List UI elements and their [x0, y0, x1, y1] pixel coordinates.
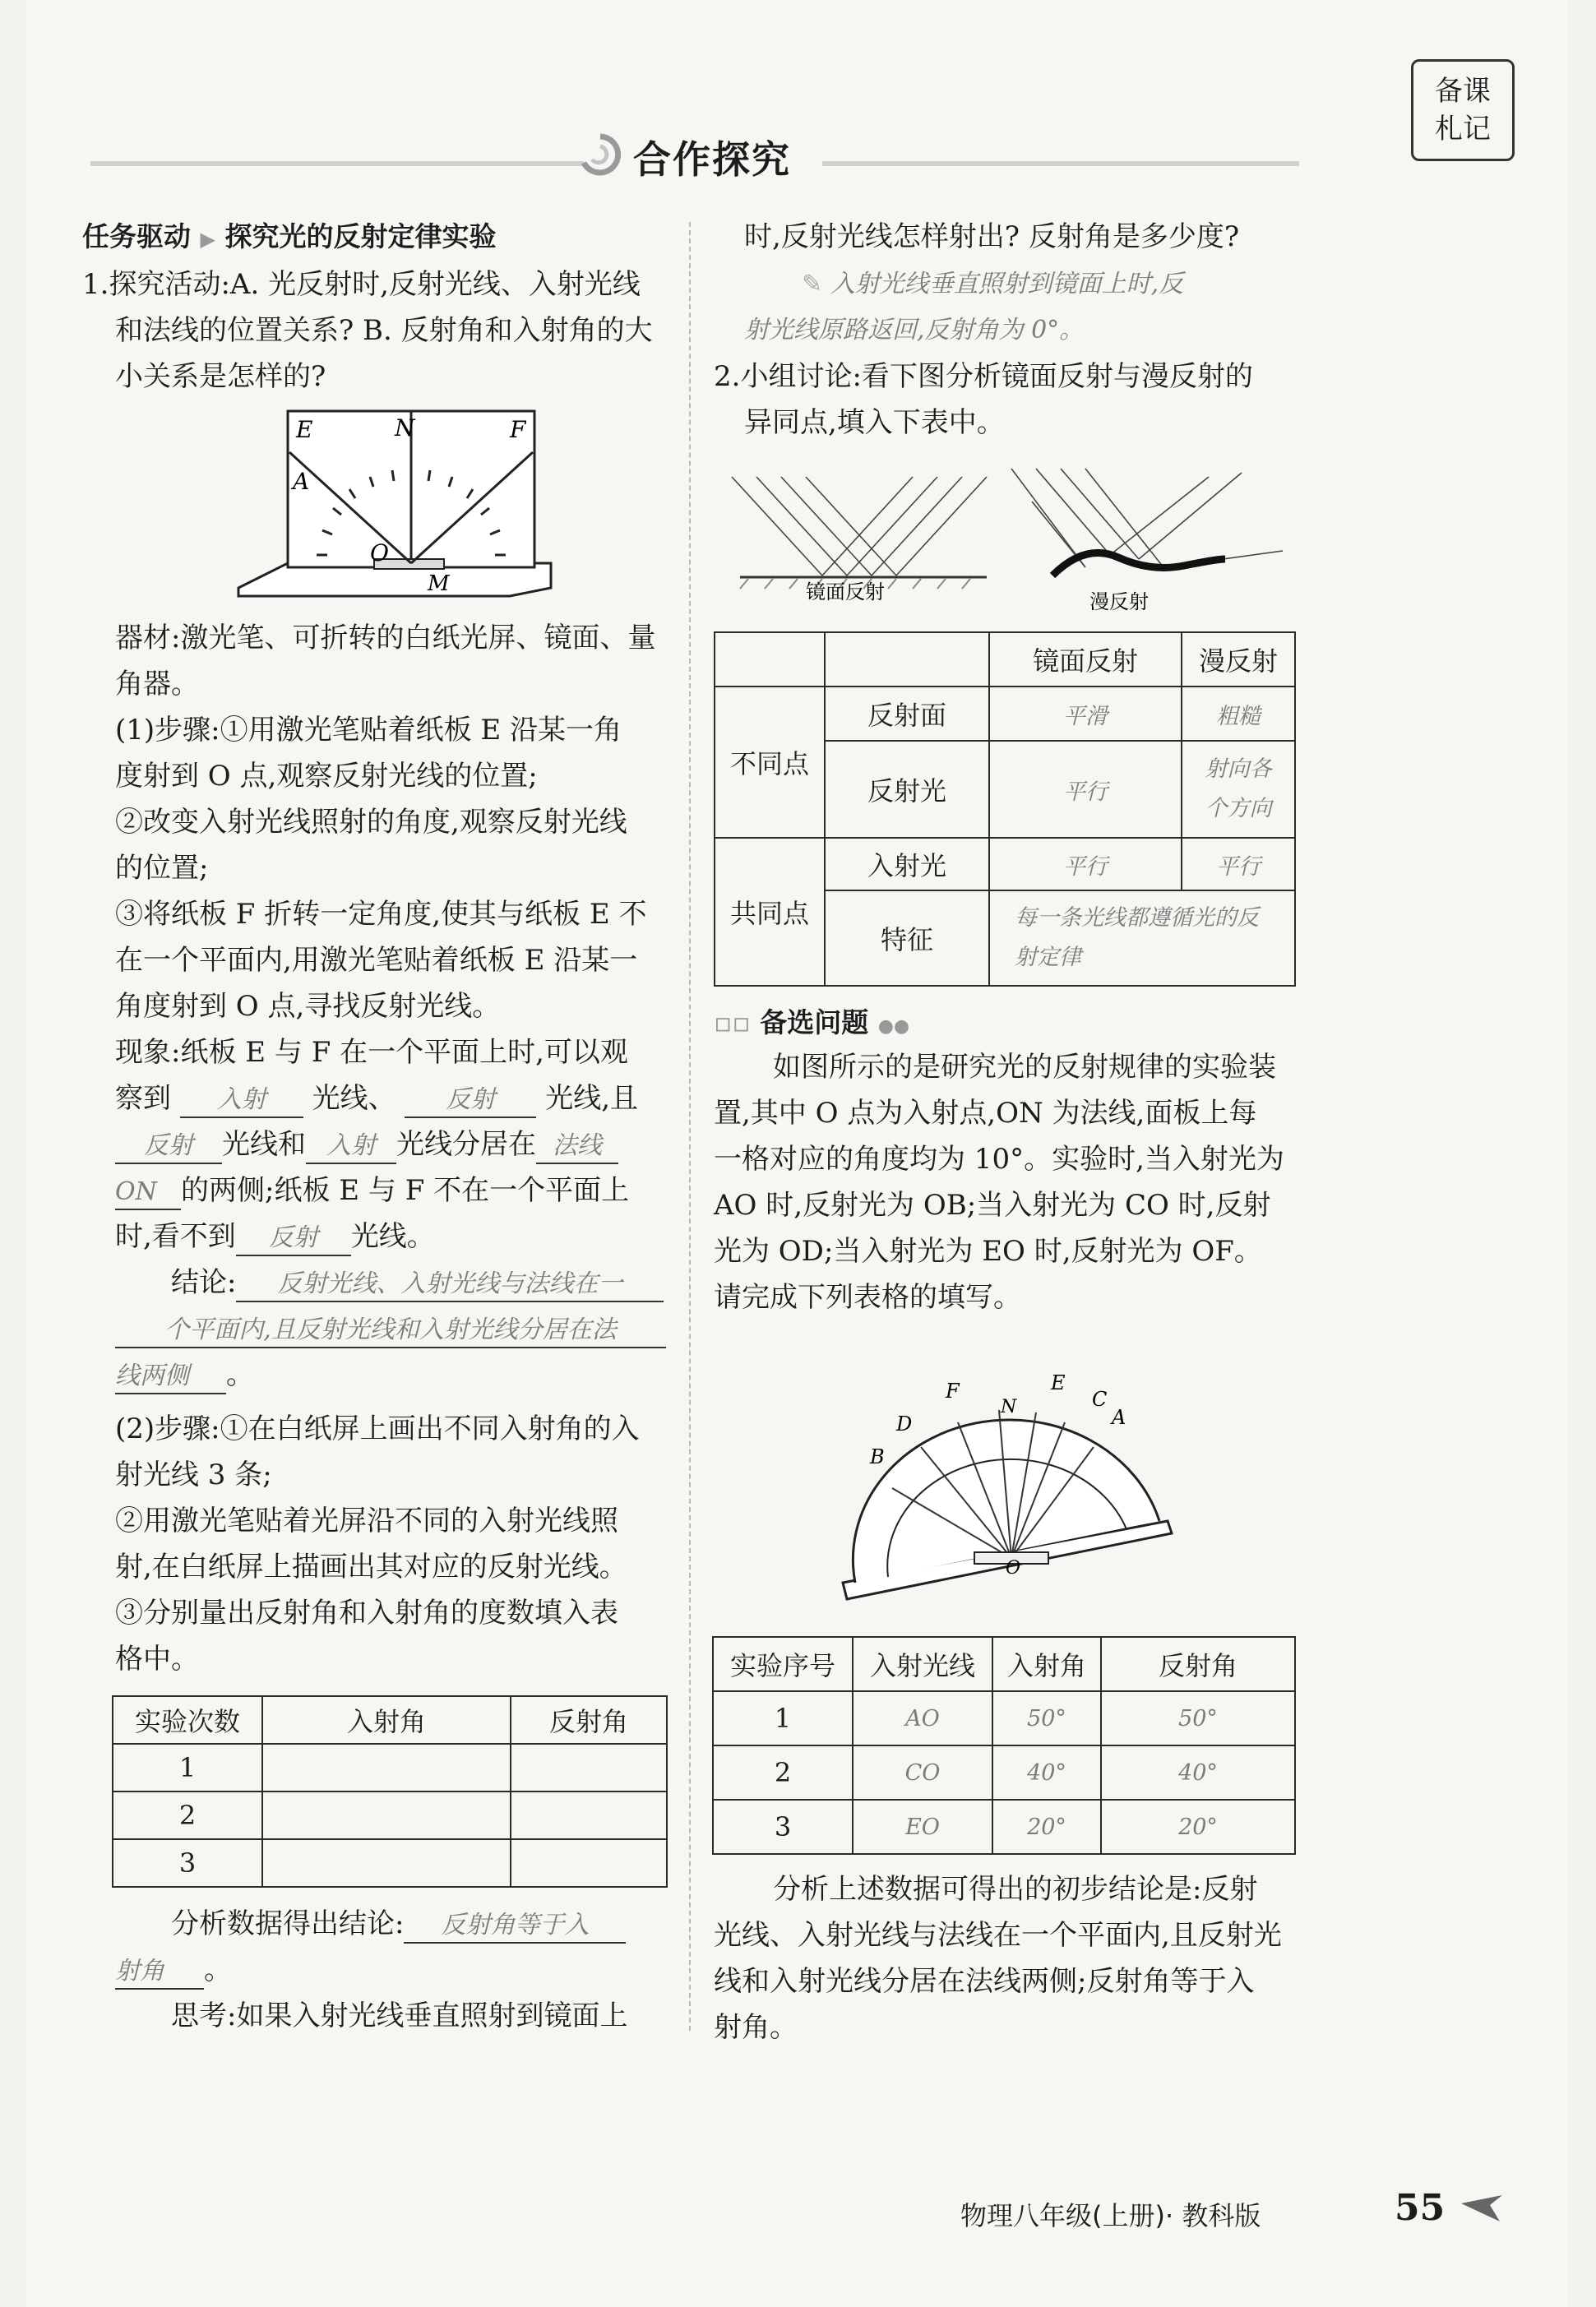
- extra-line: 光为 OD;当入射光为 EO 时,反射光为 OF。: [714, 1235, 1262, 1268]
- q2-line: 2.小组讨论:看下图分析镜面反射与漫反射的: [714, 360, 1253, 393]
- table-cell: 20°: [1101, 1800, 1295, 1854]
- table-cell: 40°: [992, 1745, 1101, 1800]
- triangle-icon: ▶: [200, 228, 215, 251]
- pencil-icon: ✎: [802, 270, 823, 298]
- column-divider: [689, 222, 691, 2031]
- conclusion-line: 线两侧 。: [115, 1352, 254, 1398]
- fig1-label-a: A: [293, 468, 310, 495]
- table-header: 反射角: [1101, 1637, 1295, 1691]
- step1-line: ②改变入射光线照射的角度,观察反射光线: [115, 806, 627, 839]
- table-cell[interactable]: [511, 1792, 667, 1839]
- blank-answer: ON: [115, 1176, 181, 1210]
- table-cell: EO: [853, 1800, 992, 1854]
- table-cell: [825, 632, 989, 687]
- step2-line: 射,在白纸屏上描画出其对应的反射光线。: [115, 1551, 627, 1583]
- table-row: [713, 1800, 1295, 1854]
- table-cell[interactable]: [511, 1839, 667, 1887]
- extra-line: 一格对应的角度均为 10°。实验时,当入射光为: [714, 1143, 1284, 1176]
- reflection-comparison-figure: [715, 452, 1291, 625]
- experiment-table: [712, 1636, 1296, 1855]
- fig3-label-d: D: [896, 1412, 913, 1436]
- q1-line: 1.探究活动:A. 光反射时,反射光线、入射光线: [82, 268, 641, 301]
- table-cell: 每一条光线都遵循光的反 射定律: [989, 890, 1295, 986]
- phenomenon-line: ON 的两侧;纸板 E 与 F 不在一个平面上: [115, 1167, 629, 1214]
- q1-line: 小关系是怎样的?: [115, 360, 326, 393]
- notes-box: [1411, 59, 1515, 161]
- table-cell: AO: [853, 1691, 992, 1745]
- blank-answer: 射角: [115, 1955, 204, 1990]
- table-cell: 平滑: [989, 687, 1182, 741]
- step2-line: 射光线 3 条;: [115, 1459, 272, 1491]
- task-label: 任务驱动 ▶ 探究光的反射定律实验: [82, 220, 497, 252]
- table-row-label: 反射面: [825, 687, 989, 741]
- table-row: [713, 1745, 1295, 1800]
- section-title: 合作探究: [633, 137, 791, 182]
- fig1-label-m: M: [428, 571, 450, 596]
- step2-line: ③分别量出反射角和入射角的度数填入表: [115, 1597, 618, 1630]
- table-cell: 射向各 个方向: [1182, 741, 1295, 838]
- step1-line: 角度射到 O 点,寻找反射光线。: [115, 990, 501, 1023]
- conclusion-line: 结论: 反射光线、入射光线与法线在一: [171, 1260, 664, 1306]
- blank-answer: 反射: [115, 1130, 222, 1164]
- fig1-label-n: N: [395, 414, 415, 442]
- table-cell[interactable]: [262, 1839, 511, 1887]
- blank-answer: 反射: [236, 1222, 351, 1256]
- table-cell: 平行: [989, 741, 1182, 838]
- extra-line: 请完成下列表格的填写。: [714, 1281, 1021, 1314]
- table-cell: 1: [113, 1744, 262, 1792]
- table-row: [713, 1691, 1295, 1745]
- table-row-label: 反射光: [825, 741, 989, 838]
- table-row: [715, 838, 1295, 890]
- summary-line: 光线、入射光线与法线在一个平面内,且反射光: [714, 1919, 1282, 1952]
- blank-answer: 入射: [180, 1084, 303, 1118]
- blank-answer: 个平面内,且反射光线和入射光线分居在法: [115, 1314, 666, 1348]
- step2-line: ②用激光笔贴着光屏沿不同的入射光线照: [115, 1505, 618, 1537]
- table-header: 入射角: [992, 1637, 1101, 1691]
- extra-line: AO 时,反射光为 OB;当入射光为 CO 时,反射: [714, 1189, 1271, 1222]
- header-rule-right: [822, 161, 1299, 166]
- analysis-line: 射角 。: [115, 1947, 232, 1993]
- book-title: 物理八年级(上册)· 教科版: [960, 2200, 1261, 2231]
- fig3-label-n: N: [1001, 1397, 1017, 1417]
- fig3-label-b: B: [870, 1445, 885, 1468]
- header-rule-left: [90, 161, 584, 166]
- table-group-label: 不同点: [715, 687, 825, 838]
- table-row-label: 入射光: [825, 838, 989, 890]
- fig3-label-c: C: [1092, 1388, 1108, 1411]
- table-cell: [715, 632, 825, 687]
- step1-line: 在一个平面内,用激光笔贴着纸板 E 沿某一: [115, 944, 638, 977]
- fig3-label-a: A: [1112, 1406, 1126, 1429]
- step1-line: 的位置;: [115, 852, 209, 885]
- table-cell: 50°: [992, 1691, 1101, 1745]
- extra-line: 如图所示的是研究光的反射规律的实验装: [773, 1051, 1276, 1084]
- step1-line: (1)步骤:①用激光笔贴着纸板 E 沿某一角: [115, 714, 622, 747]
- step2-line: 格中。: [115, 1643, 199, 1676]
- trial-table: [112, 1695, 668, 1888]
- fig1-label-e: E: [296, 416, 313, 443]
- conclusion-line: [115, 1306, 666, 1352]
- step1-line: ③将纸板 F 折转一定角度,使其与纸板 E 不: [115, 898, 647, 931]
- table-row: [715, 687, 1295, 741]
- table-cell[interactable]: [262, 1744, 511, 1792]
- specular-rays: [732, 477, 987, 576]
- diffuse-rays: [1011, 469, 1283, 567]
- table-header: 实验次数: [113, 1696, 262, 1744]
- fig1-label-o: O: [370, 539, 389, 566]
- fig3-label-e: E: [1051, 1371, 1066, 1394]
- equipment-line: 角器。: [115, 668, 199, 700]
- dots-icon: ▫▫: [714, 1006, 751, 1038]
- q1-line: 和法线的位置关系? B. 反射角和入射角的大: [115, 314, 653, 347]
- think-answer-line: 射光线原路返回,反射角为 0°。: [744, 316, 1085, 344]
- table-cell: 3: [113, 1839, 262, 1887]
- blank-answer: 反射光线、入射光线与法线在一: [236, 1268, 664, 1302]
- table-header: 反射角: [511, 1696, 667, 1744]
- equipment-line: 器材:激光笔、可折转的白纸光屏、镜面、量: [115, 622, 656, 654]
- table-cell: 1: [713, 1691, 853, 1745]
- table-row-label: 特征: [825, 890, 989, 986]
- table-row: [113, 1744, 667, 1792]
- table-cell[interactable]: [511, 1744, 667, 1792]
- table-cell: 20°: [992, 1800, 1101, 1854]
- notes-label-bottom: 札记: [1435, 113, 1491, 146]
- blank-answer: 入射: [306, 1130, 396, 1164]
- table-cell: CO: [853, 1745, 992, 1800]
- table-cell: 平行: [989, 838, 1182, 890]
- table-header: 镜面反射: [989, 632, 1182, 687]
- table-cell: 50°: [1101, 1691, 1295, 1745]
- fig3-label-f: F: [946, 1380, 960, 1403]
- q2-line: 异同点,填入下表中。: [744, 406, 1005, 439]
- table-cell: 2: [713, 1745, 853, 1800]
- table-header: 入射角: [262, 1696, 511, 1744]
- phenomenon-line: 反射 光线和 入射 光线分居在 法线: [115, 1121, 618, 1167]
- rough-surface: [1052, 552, 1225, 576]
- table-cell: 40°: [1101, 1745, 1295, 1800]
- blank-answer: 反射: [405, 1084, 536, 1118]
- task-title: 探究光的反射定律实验: [224, 220, 497, 252]
- table-cell: 2: [113, 1792, 262, 1839]
- reflection-compare-table: [714, 631, 1296, 987]
- phenomenon-line: 现象:纸板 E 与 F 在一个平面上时,可以观: [115, 1036, 628, 1069]
- swirl-icon: [576, 130, 625, 179]
- analysis-line: 分析数据得出结论: 反射角等于入: [171, 1901, 626, 1947]
- table-row: [113, 1792, 667, 1839]
- blank-answer: 线两侧: [115, 1360, 226, 1394]
- protractor-figure: [830, 1365, 1176, 1611]
- table-cell: 3: [713, 1800, 853, 1854]
- table-row: [113, 1839, 667, 1887]
- table-cell: 粗糙: [1182, 687, 1295, 741]
- caption-specular: 镜面反射: [806, 580, 885, 603]
- blank-answer: 法线: [536, 1130, 618, 1164]
- table-header: 入射光线: [853, 1637, 992, 1691]
- page-number: 55: [1395, 2187, 1446, 2229]
- extra-line: 置,其中 O 点为入射点,ON 为法线,面板上每: [714, 1097, 1257, 1130]
- dots-icon: ●●: [877, 1016, 910, 1037]
- phenomenon-line: 时,看不到 反射 光线。: [115, 1214, 435, 1260]
- fig1-label-f: F: [510, 416, 526, 443]
- summary-line: 线和入射光线分居在法线两侧;反射角等于入: [714, 1965, 1255, 1998]
- summary-line: 射角。: [714, 2011, 798, 2044]
- table-cell[interactable]: [262, 1792, 511, 1839]
- table-cell: 平行: [1182, 838, 1295, 890]
- extra-heading: ▫▫ 备选问题 ●●: [714, 1006, 910, 1038]
- page-ornament-icon: [1457, 2189, 1506, 2230]
- think-line: 时,反射光线怎样射出? 反射角是多少度?: [744, 220, 1240, 253]
- table-header: 漫反射: [1182, 632, 1295, 687]
- caption-diffuse: 漫反射: [1089, 590, 1149, 613]
- step1-line: 度射到 O 点,观察反射光线的位置;: [115, 760, 538, 793]
- fig3-label-o: O: [1006, 1558, 1021, 1579]
- blank-answer: 反射角等于入: [404, 1909, 626, 1944]
- notes-label-top: 备课: [1435, 75, 1491, 108]
- think-answer-line: ✎ 入射光线垂直照射到镜面上时,反: [802, 270, 1184, 298]
- table-header: 实验序号: [713, 1637, 853, 1691]
- table-group-label: 共同点: [715, 838, 825, 986]
- step2-line: (2)步骤:①在白纸屏上画出不同入射角的入: [115, 1412, 640, 1445]
- reflection-apparatus-figure: [230, 403, 559, 608]
- summary-line: 分析上述数据可得出的初步结论是:反射: [773, 1873, 1258, 1906]
- think-line: 思考:如果入射光线垂直照射到镜面上: [171, 2000, 628, 2032]
- phenomenon-line: 察到 入射 光线、 反射 光线,且: [115, 1075, 638, 1121]
